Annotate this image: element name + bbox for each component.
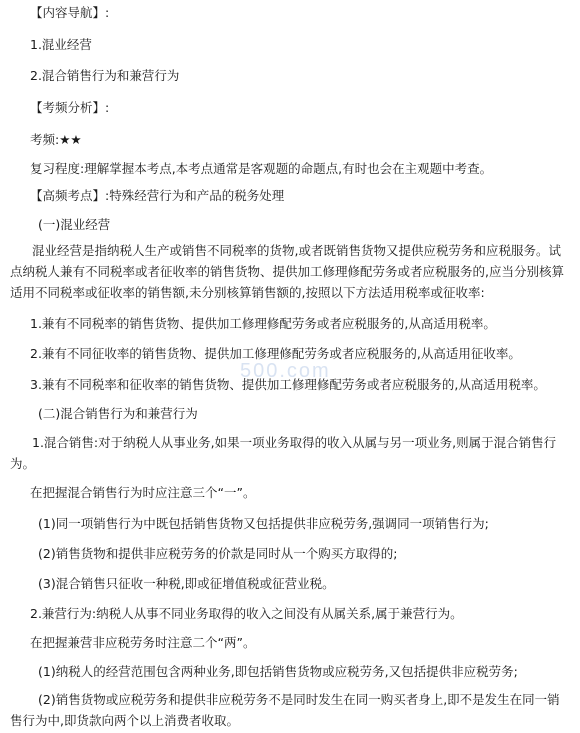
concurrent-point-2: (2)销售货物或应税劳务和提供非应税劳务不是同时发生在同一购买者身上,即不是发生在同一销售行为中,即货款向两个以上消费者收取。 xyxy=(10,692,560,728)
rule-1: 1.兼有不同税率的销售货物、提供加工修理修配劳务或者应税服务的,从高适用税率。 xyxy=(30,316,496,331)
section-heading-frequency: 【考频分析】: xyxy=(30,100,110,115)
rule-2: 2.兼有不同征收率的销售货物、提供加工修理修配劳务或者应税服务的,从高适用征收率。 xyxy=(30,346,521,361)
concurrent-point-1: (1)纳税人的经营范围包含两种业务,即包括销售货物或应税劳务,又包括提供非应税劳务; xyxy=(38,664,518,679)
rule-3: 3.兼有不同税率和征收率的销售货物、提供加工修理修配劳务或者应税服务的,从高适用税率。 xyxy=(30,377,546,392)
mixed-sales-point-3: (3)混合销售只征收一种税,即或征增值税或征营业税。 xyxy=(38,576,335,591)
subheading-mixed-sales: (二)混合销售行为和兼营行为 xyxy=(38,406,198,421)
frequency-stars: 考频:★★ xyxy=(30,132,82,147)
paragraph-mixed-sales: 1.混合销售:对于纳税人从事业务,如果一项业务取得的收入从属与另一项业务,则属于混合销售行为。 xyxy=(10,435,557,471)
mixed-sales-point-2: (2)销售货物和提供非应税劳务的价款是同时从一个购买方取得的; xyxy=(38,546,398,561)
review-level: 复习程度:理解掌握本考点,本考点通常是客观题的命题点,有时也会在主观题中考查。 xyxy=(30,161,493,176)
subheading-mixed-business: (一)混业经营 xyxy=(38,217,111,232)
concurrent-business: 2.兼营行为:纳税人从事不同业务取得的收入之间没有从属关系,属于兼营行为。 xyxy=(30,606,463,621)
section-heading-topic: 【高频考点】:特殊经营行为和产品的税务处理 xyxy=(30,188,285,203)
nav-item-2: 2.混合销售行为和兼营行为 xyxy=(30,68,180,83)
concurrent-note: 在把握兼营非应税劳务时注意二个“两”。 xyxy=(30,635,256,650)
mixed-sales-note: 在把握混合销售行为时应注意三个“一”。 xyxy=(30,485,256,500)
nav-item-1: 1.混业经营 xyxy=(30,37,92,52)
mixed-sales-point-1: (1)同一项销售行为中既包括销售货物又包括提供非应税劳务,强调同一项销售行为; xyxy=(38,516,489,531)
watermark-logo: 500.com xyxy=(240,360,331,382)
paragraph-mixed-business: 混业经营是指纳税人生产或销售不同税率的货物,或者既销售货物又提供应税劳务和应税服务。试点纳税人兼有不同税率或者征收率的销售货物、提供加工修理修配劳务或者应税服务的,应当分别核算适用不同税率或征收率的销售额,未分别核算销售额的,按照以下方法适用税率或征收率: xyxy=(10,243,564,300)
section-heading-nav: 【内容导航】: xyxy=(30,5,110,20)
